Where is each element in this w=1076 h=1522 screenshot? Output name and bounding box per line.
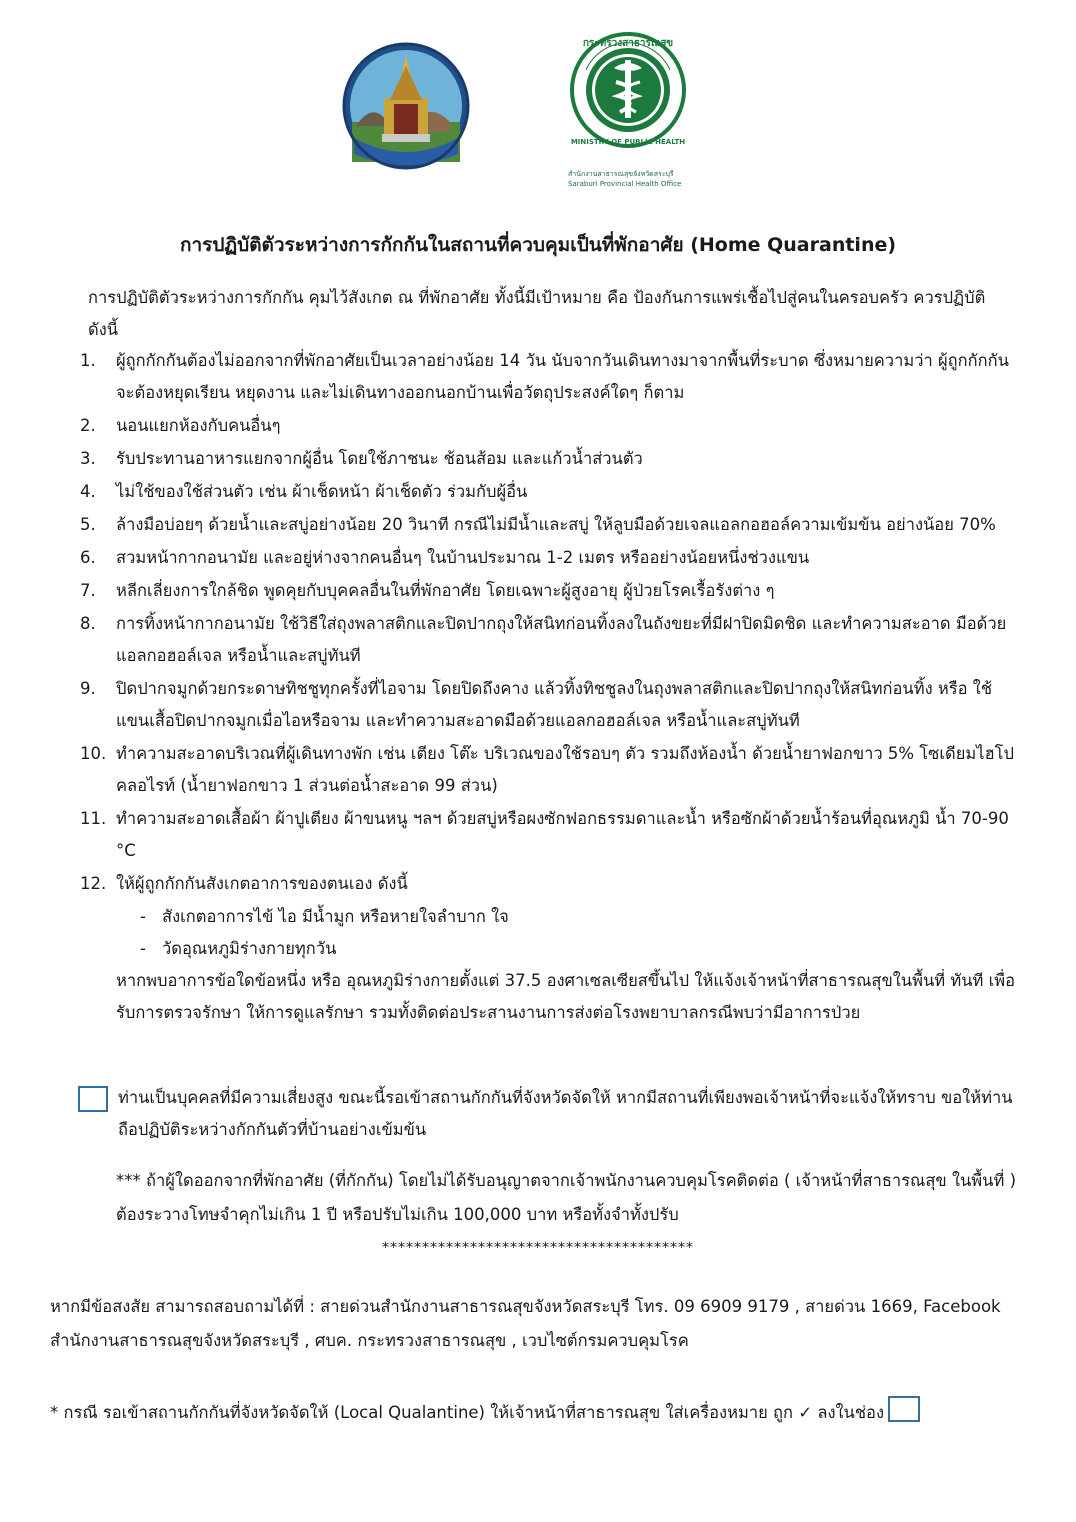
- list-item: [80, 738, 1020, 802]
- item-text: สวมหน้ากากอนามัย และอยู่ห่างจากคนอื่นๆ ในบ้านประมาณ 1-2 เมตร หรืออย่างน้อยหนึ่งช่วงแขน: [116, 548, 810, 567]
- dash-bullet: -: [140, 907, 146, 926]
- contact-info: หากมีข้อสงสัย สามารถสอบถามได้ที่ : สายด่วนสำนักงานสาธารณสุขจังหวัดสระบุรี โทร. 09 6909 9179 , สายด่วน 1669, Facebook สำนักงานสาธารณสุขจังหวัดสระบุรี , ศบค. กระทรวงสาธารณสุข , เวบไซต์กรมควบคุมโรค: [50, 1297, 1001, 1350]
- dash-bullet: -: [140, 939, 146, 958]
- list-item: [80, 542, 1020, 574]
- item-text: หลีกเลี่ยงการใกล้ชิด พูดคุยกับบุคคลอื่นในที่พักอาศัย โดยเฉพาะผู้สูงอายุ ผู้ป่วยโรคเรื้อรังต่าง ๆ: [116, 581, 775, 600]
- footnote-row: [50, 1396, 1026, 1430]
- list-item: [80, 410, 1020, 442]
- item-text: นอนแยกห้องกับคนอื่นๆ: [116, 416, 281, 435]
- moph-logo: [568, 30, 688, 198]
- item-number: 11.: [80, 809, 107, 828]
- list-item: [80, 868, 1020, 900]
- item-text: ให้ผู้ถูกกักกันสังเกตอาการของตนเอง ดังนี้: [116, 874, 408, 893]
- item-number: 2.: [80, 416, 96, 435]
- sub-item: [80, 901, 1020, 933]
- sub-item-text: สังเกตอาการไข้ ไอ มีน้ำมูก หรือหายใจลำบาก ใจ: [162, 907, 509, 926]
- header-logos: [0, 30, 1076, 188]
- item-number: 7.: [80, 581, 96, 600]
- item-number: 9.: [80, 679, 96, 698]
- item-number: 6.: [80, 548, 96, 567]
- moph-emblem-icon: [568, 30, 688, 170]
- list-item: [80, 509, 1020, 541]
- symptom-note: หากพบอาการข้อใดข้อหนึ่ง หรือ อุณหภูมิร่างกายตั้งแต่ 37.5 องศาเซลเซียสขึ้นไป ให้แจ้งเจ้าหน้าที่สาธารณสุขในพื้นที่ ทันที เพื่อรับการตรวจรักษา ให้การดูแลรักษา รวมทั้งติดต่อประสานงานการส่งต่อโรงพยาบาลกรณีพบว่ามีอาการป่วย: [116, 971, 1016, 1022]
- divider-asterisks: ***************************************: [382, 1240, 694, 1256]
- item-text: ปิดปากจมูกด้วยกระดาษทิชชูทุกครั้งที่ไอจาม โดยปิดถึงคาง แล้วทิ้งทิชชูลงในถุงพลาสติกและปิดปากถุงให้สนิทก่อนทิ้ง หรือ ใช้แขนเสื้อปิดปากจมูกเมื่อไอหรือจาม และทำความสะอาดมือด้วยแอลกอฮอล์เจล หรือน้ำและสบู่ทันที: [116, 679, 993, 730]
- item-text: ล้างมือบ่อยๆ ด้วยน้ำและสบู่อย่างน้อย 20 วินาที กรณีไม่มีน้ำและสบู่ ให้ลูบมือด้วยเจลแอลกอฮอล์ความเข้มข้น อย่างน้อย 70%: [116, 515, 996, 534]
- local-quarantine-checkbox[interactable]: [888, 1396, 920, 1422]
- item-text: ไม่ใช้ของใช้ส่วนตัว เช่น ผ้าเช็ดหน้า ผ้าเช็ดตัว ร่วมกับผู้อื่น: [116, 482, 528, 501]
- intro-paragraph: การปฏิบัติตัวระหว่างการกักกัน คุมไว้สังเกต ณ ที่พักอาศัย ทั้งนี้มีเป้าหมาย คือ ป้องกันการแพร่เชื้อไปสู่คนในครอบครัว ควรปฏิบัติ ดังนี้: [88, 288, 986, 339]
- list-item: [80, 575, 1020, 607]
- item-text: ผู้ถูกกักกันต้องไม่ออกจากที่พักอาศัยเป็นเวลาอย่างน้อย 14 วัน นับจากวันเดินทางมาจากพื้นที่ระบาด ซึ่งหมายความว่า ผู้ถูกกักกันจะต้องหยุดเรียน หยุดงาน และไม่เดินทางออกนอกบ้านเพื่อวัตถุประสงค์ใดๆ ก็ตาม: [116, 351, 1009, 402]
- item-number: 8.: [80, 614, 96, 633]
- item-number: 5.: [80, 515, 96, 534]
- item-number: 12.: [80, 874, 107, 893]
- svg-text:MINISTRY OF PUBLIC HEALTH: MINISTRY OF PUBLIC HEALTH: [570, 138, 686, 146]
- high-risk-text: ท่านเป็นบุคคลที่มีความเสี่ยงสูง ขณะนี้รอเข้าสถานกักกันที่จังหวัดจัดให้ หากมีสถานที่เพียงพอเจ้าหน้าที่จะแจ้งให้ทราบ ขอให้ท่านถือปฏิบัติระหว่างกักกันตัวที่บ้านอย่างเข้มข้น: [118, 1088, 1013, 1139]
- list-item: [80, 608, 1020, 672]
- item-text: รับประทานอาหารแยกจากผู้อื่น โดยใช้ภาชนะ ช้อนส้อม และแก้วน้ำส่วนตัว: [116, 449, 643, 468]
- list-item: [80, 803, 1020, 867]
- instruction-list: [80, 345, 1020, 1029]
- item-text: ทำความสะอาดเสื้อผ้า ผ้าปูเตียง ผ้าขนหนู ฯลฯ ด้วยสบู่หรือผงซักฟอกธรรมดาและน้ำ หรือซักผ้าด้วยน้ำร้อนที่อุณหภูมิ น้ำ 70-90 °C: [116, 809, 1009, 860]
- sub-item: [80, 933, 1020, 965]
- item-number: 3.: [80, 449, 96, 468]
- footnote-text: * กรณี รอเข้าสถานกักกันที่จังหวัดจัดให้ (Local Qualantine) ให้เจ้าหน้าที่สาธารณสุข ใส่เครื่องหมาย ถูก ✓ ลงในช่อง: [50, 1403, 884, 1422]
- list-item: [80, 443, 1020, 475]
- page-title: การปฏิบัติตัวระหว่างการกักกันในสถานที่ควบคุมเป็นที่พักอาศัย (Home Quarantine): [179, 234, 897, 256]
- list-item: [80, 476, 1020, 508]
- sub-item-text: วัดอุณหภูมิร่างกายทุกวัน: [162, 939, 337, 958]
- legal-warning: *** ถ้าผู้ใดออกจากที่พักอาศัย (ที่กักกัน) โดยไม่ได้รับอนุญาตจากเจ้าพนักงานควบคุมโรคติดต่อ ( เจ้าหน้าที่สาธารณสุข ในพื้นที่ ) ต้องระวางโทษจำคุกไม่เกิน 1 ปี หรือปรับไม่เกิน 100,000 บาท หรือทั้งจำทั้งปรับ: [116, 1171, 1017, 1224]
- office-name-english: Saraburi Provincial Health Office: [568, 180, 682, 188]
- svg-text:กระทรวงสาธารณสุข: กระทรวงสาธารณสุข: [582, 38, 674, 49]
- list-item: [80, 673, 1020, 737]
- high-risk-checkbox[interactable]: [78, 1086, 108, 1112]
- item-text: ทำความสะอาดบริเวณที่ผู้เดินทางพัก เช่น เตียง โต๊ะ บริเวณของใช้รอบๆ ตัว รวมถึงห้องน้ำ ด้วยน้ำยาฟอกขาว 5% โซเดียมไฮโปคลอไรท์ (น้ำยาฟอกขาว 1 ส่วนต่อน้ำสะอาด 99 ส่วน): [116, 744, 1014, 795]
- item-number: 10.: [80, 744, 107, 763]
- list-item: [80, 345, 1020, 409]
- item-number: 1.: [80, 351, 96, 370]
- item-number: 4.: [80, 482, 96, 501]
- high-risk-checkbox-row: [78, 1082, 1018, 1146]
- office-name-thai: สำนักงานสาธารณสุขจังหวัดสระบุรี: [568, 170, 674, 178]
- province-seal-logo: [342, 42, 470, 170]
- item-text: การทิ้งหน้ากากอนามัย ใช้วิธีใส่ถุงพลาสติกและปิดปากถุงให้สนิทก่อนทิ้งลงในถังขยะที่มีฝาปิดมิดชิด และทำความสะอาด มือด้วยแอลกอฮอล์เจล หรือน้ำและสบู่ทันที: [116, 614, 1007, 665]
